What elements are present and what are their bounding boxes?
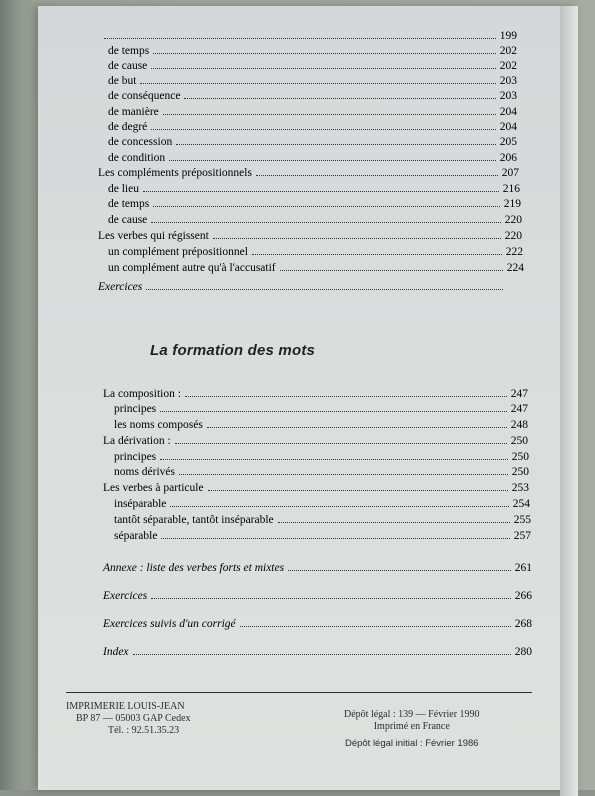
toc-entry-label: inséparable: [114, 498, 167, 510]
toc-entry-label: de but: [108, 75, 137, 87]
toc-leader-dots: [252, 254, 502, 255]
toc-entry-page: 250: [510, 435, 528, 447]
toc-entry-page: 266: [514, 590, 532, 602]
toc-entry: [114, 465, 529, 479]
toc-entry: [114, 497, 530, 511]
toc-entry-label: de temps: [108, 198, 150, 210]
toc-entry: [114, 529, 531, 543]
toc-entry-label: de manière: [108, 106, 159, 118]
imprint-rule: [66, 692, 532, 693]
toc-entry: [103, 561, 532, 575]
toc-leader-dots: [161, 538, 510, 539]
toc-entry-label: principes: [114, 403, 157, 415]
toc-leader-dots: [176, 144, 496, 145]
toc-entry: [103, 387, 528, 401]
toc-entry-label: de degré: [108, 121, 148, 133]
toc-leader-dots: [280, 270, 503, 271]
toc-leader-dots: [151, 598, 511, 599]
toc-leader-dots: [143, 191, 499, 192]
toc-entry-label: tantôt séparable, tantôt inséparable: [114, 514, 274, 526]
toc-entry-page: 206: [499, 152, 517, 164]
toc-entry: [114, 418, 528, 432]
toc-leader-dots: [160, 411, 507, 412]
toc-leader-dots: [207, 427, 507, 428]
toc-entry-page: 261: [514, 562, 532, 574]
section-title: La formation des mots: [150, 342, 316, 359]
toc-leader-dots: [213, 238, 501, 239]
toc-entry: [103, 617, 532, 631]
toc-entry: [108, 89, 517, 103]
toc-entry-page: 202: [499, 60, 517, 72]
toc-entry-page: 257: [513, 530, 531, 542]
toc-entry-label: les noms composés: [114, 419, 203, 431]
toc-entry-label: Exercices: [103, 590, 148, 602]
toc-leader-dots: [151, 129, 496, 130]
printer-name: IMPRIMERIE LOUIS-JEAN: [66, 701, 185, 712]
toc-leader-dots: [278, 522, 510, 523]
toc-entry-label: de temps: [108, 45, 150, 57]
toc-entry: [98, 166, 519, 180]
toc-entry: [108, 59, 517, 73]
toc-entry-page: 247: [510, 403, 528, 415]
toc-entry-page: 203: [499, 75, 517, 87]
toc-entry: [103, 645, 532, 659]
toc-entry: [103, 589, 532, 603]
toc-entry-page: 220: [504, 230, 522, 242]
toc-entry-label: un complément autre qu'à l'accusatif: [108, 262, 276, 274]
toc-entry-label: Exercices: [98, 281, 143, 293]
toc-entry-label: Les verbes à particule: [103, 482, 204, 494]
toc-leader-dots: [169, 160, 496, 161]
toc-leader-dots: [185, 396, 507, 397]
toc-entry-page: 204: [499, 106, 517, 118]
toc-entry: [108, 74, 517, 88]
printer-phone: Tél. : 92.51.35.23: [108, 725, 180, 736]
toc-entry-label: La composition :: [103, 388, 181, 400]
toc-entry: [103, 434, 528, 448]
toc-entry-page: 220: [504, 214, 522, 226]
toc-leader-dots: [153, 206, 500, 207]
initial-deposit: Dépôt légal initial : Février 1986: [344, 738, 479, 749]
toc-entry-page: 219: [503, 198, 521, 210]
toc-entry-page: 280: [514, 646, 532, 658]
imprint-deposit-block: [344, 709, 480, 750]
toc-entry: [114, 402, 528, 416]
toc-entry-label: un complément prépositionnel: [108, 246, 248, 258]
toc-entry-label: La dérivation :: [103, 435, 171, 447]
toc-entry-page: 205: [499, 136, 517, 148]
toc-entry: [108, 151, 517, 165]
toc-leader-dots: [133, 654, 511, 655]
toc-entry-page: 199: [499, 30, 517, 42]
toc-entry: [108, 135, 517, 149]
toc-entry: [100, 29, 517, 43]
toc-leader-dots: [104, 38, 496, 39]
toc-entry-label: séparable: [114, 530, 158, 542]
toc-entry-page: 248: [510, 419, 528, 431]
toc-entry: [98, 280, 524, 294]
toc-leader-dots: [151, 68, 496, 69]
toc-entry-page: 250: [511, 451, 529, 463]
toc-entry-page: 203: [499, 90, 517, 102]
toc-entry: [108, 213, 522, 227]
toc-entry: [108, 245, 523, 259]
toc-leader-dots: [240, 626, 511, 627]
toc-leader-dots: [175, 443, 507, 444]
toc-entry: [108, 182, 520, 196]
toc-entry-label: Exercices suivis d'un corrigé: [103, 618, 236, 630]
toc-entry-label: de cause: [108, 60, 148, 72]
toc-entry-label: de condition: [108, 152, 166, 164]
toc-leader-dots: [170, 506, 509, 507]
toc-leader-dots: [146, 289, 503, 290]
toc-entry-page: 216: [502, 183, 520, 195]
toc-entry-label: de cause: [108, 214, 148, 226]
toc-entry: [114, 450, 529, 464]
toc-entry: [114, 513, 531, 527]
toc-entry: [108, 197, 521, 211]
toc-entry-page: 254: [512, 498, 530, 510]
toc-entry: [108, 105, 517, 119]
page-edge: [560, 6, 578, 796]
toc-entry-page: 207: [501, 167, 519, 179]
toc-entry-page: 222: [505, 246, 523, 258]
toc-entry-page: 202: [499, 45, 517, 57]
printer-address: BP 87 — 05003 GAP Cedex: [76, 713, 191, 724]
toc-leader-dots: [163, 114, 496, 115]
toc-entry: [108, 44, 517, 58]
toc-entry-label: de conséquence: [108, 90, 181, 102]
toc-entry-label: principes: [114, 451, 157, 463]
toc-leader-dots: [151, 222, 501, 223]
toc-entry-page: 247: [510, 388, 528, 400]
toc-entry-page: 253: [511, 482, 529, 494]
toc-entry: [108, 261, 524, 275]
printed-in: Imprimé en France: [373, 721, 450, 732]
toc-leader-dots: [208, 490, 508, 491]
legal-deposit: Dépôt légal : 139 — Février 1990: [344, 709, 480, 720]
toc-entry-page: 204: [499, 121, 517, 133]
toc-entry-page: 255: [513, 514, 531, 526]
toc-leader-dots: [179, 474, 508, 475]
toc-entry-label: noms dérivés: [114, 466, 176, 478]
toc-entry-page: 268: [514, 618, 532, 630]
toc-entry-label: Index: [103, 646, 129, 658]
toc-leader-dots: [288, 570, 511, 571]
toc-entry: [108, 120, 517, 134]
imprint-printer-block: [66, 701, 191, 737]
toc-entry: [103, 481, 529, 495]
toc-leader-dots: [153, 53, 496, 54]
toc-entry-page: 224: [506, 262, 524, 274]
toc-leader-dots: [256, 175, 498, 176]
toc-entry-label: de concession: [108, 136, 173, 148]
toc-entry-label: Les verbes qui régissent: [98, 230, 209, 242]
toc-entry-label: Les compléments prépositionnels: [98, 167, 252, 179]
toc-entry-label: de lieu: [108, 183, 139, 195]
toc-entry-page: 250: [511, 466, 529, 478]
toc-entry: [98, 229, 522, 243]
toc-leader-dots: [160, 459, 508, 460]
toc-entry-label: Annexe : liste des verbes forts et mixtes: [103, 562, 285, 574]
toc-leader-dots: [184, 98, 496, 99]
toc-leader-dots: [140, 83, 496, 84]
